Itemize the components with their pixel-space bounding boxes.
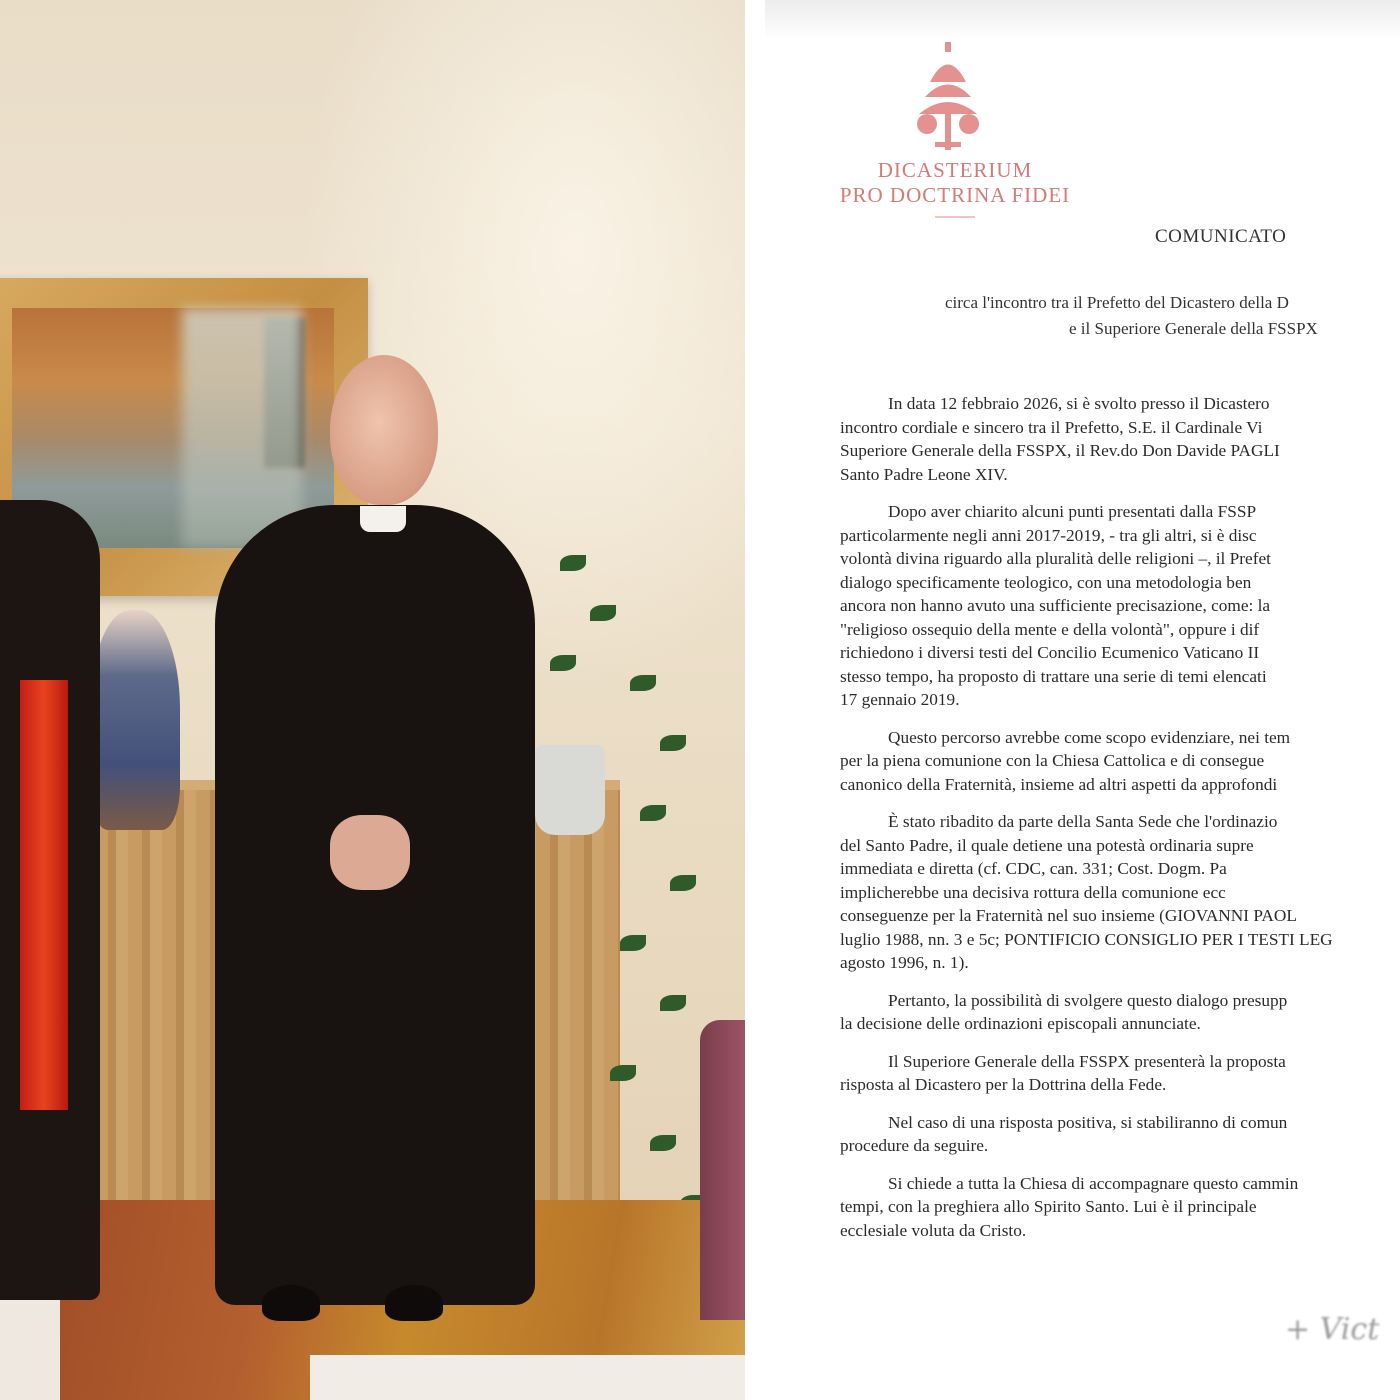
armchair <box>700 1020 745 1320</box>
text-line: tempi, con la preghiera allo Spirito Santo. Lui è il principale <box>840 1197 1257 1216</box>
text-line: per la piena comunione con la Chiesa Cattolica e di consegue <box>840 751 1265 770</box>
text-line: Pertanto, la possibilità di svolgere questo dialogo presupp <box>888 990 1288 1010</box>
paragraph <box>840 500 1400 712</box>
institution-line-2: PRO DOCTRINA FIDEI <box>839 183 1071 207</box>
text-line: Nel caso di una risposta positiva, si stabiliranno di comun <box>888 1112 1288 1132</box>
text-line: risposta al Dicastero per la Dottrina della Fede. <box>840 1075 1167 1094</box>
text-line: Il Superiore Generale della FSSPX presenterà la proposta <box>888 1051 1286 1071</box>
text-line: Superiore Generale della FSSPX, il Rev.do Don Davide PAGLI <box>840 441 1280 460</box>
paragraph <box>840 810 1400 975</box>
text-line: ecclesiale voluta da Cristo. <box>840 1220 1027 1240</box>
paragraph <box>840 1172 1400 1243</box>
text-line: "religioso ossequio della mente e della volontà", oppure i dif <box>840 619 1260 639</box>
text-line: Santo Padre Leone XIV. <box>840 464 1008 484</box>
text-line: luglio 1988, nn. 3 e 5c; PONTIFICIO CONSIGLIO PER I TESTI LEG <box>840 929 1333 949</box>
signature: + Vict <box>1285 1312 1380 1347</box>
institution-name <box>805 158 1105 218</box>
text-line: procedure da seguire. <box>840 1136 989 1155</box>
document-body <box>840 392 1400 1256</box>
paragraph <box>840 1050 1400 1097</box>
text-line: immediata e diretta (cf. CDC, can. 331; Cost. Dogm. Pa <box>840 859 1227 878</box>
text-line: particolarmente negli anni 2017-2019, - tra gli altri, si è disc <box>840 525 1257 545</box>
paragraph <box>840 1111 1400 1158</box>
text-line: agosto 1996, n. 1). <box>840 953 969 972</box>
madonna-statue <box>90 610 180 830</box>
paragraph <box>840 989 1400 1036</box>
papal-emblem-icon <box>905 42 991 152</box>
text-line: implicherebbe una decisiva rottura della comunione ecc <box>840 882 1226 902</box>
shoe-left <box>262 1285 320 1321</box>
text-line: richiedono i diversi testi del Concilio Ecumenico Vaticano II <box>840 643 1260 662</box>
paragraph <box>840 392 1400 486</box>
document-subtitle <box>945 290 1400 342</box>
text-line: 17 gennaio 2019. <box>840 690 960 709</box>
red-sash <box>20 680 68 1110</box>
text-line: È stato ribadito da parte della Santa Sede che l'ordinazio <box>888 812 1278 831</box>
text-line: stesso tempo, ha proposto di trattare una serie di temi elencati <box>840 666 1267 686</box>
institution-line-1: DICASTERIUM <box>877 158 1033 182</box>
subtitle-line-1: circa l'incontro tra il Prefetto del Dicastero della D <box>945 293 1289 312</box>
text-line: Questo percorso avrebbe come scopo evidenziare, nei tem <box>888 727 1291 747</box>
subtitle-line-2: e il Superiore Generale della FSSPX <box>1069 319 1318 338</box>
text-line: del Santo Padre, il quale detiene una potestà ordinaria supre <box>840 835 1254 855</box>
institution-rule <box>935 216 975 218</box>
text-line: la decisione delle ordinazioni episcopali annunciate. <box>840 1014 1201 1033</box>
communique-document <box>765 0 1400 1400</box>
shoe-right <box>385 1285 443 1321</box>
text-line: Dopo aver chiarito alcuni punti presentati dalla FSSP <box>888 502 1257 521</box>
rug-left <box>0 1300 60 1400</box>
trailing-plant <box>520 545 720 1285</box>
document-title: COMUNICATO <box>1155 226 1287 247</box>
clerical-collar <box>360 506 406 532</box>
text-line: In data 12 febbraio 2026, si è svolto presso il Dicastero <box>888 394 1270 413</box>
text-line: Si chiede a tutta la Chiesa di accompagnare questo cammin <box>888 1173 1299 1193</box>
priest-cassock <box>215 505 535 1305</box>
paragraph <box>840 726 1400 797</box>
clasped-hands <box>330 815 410 890</box>
text-line: incontro cordiale e sincero tra il Prefetto, S.E. il Cardinale Vi <box>840 417 1263 437</box>
text-line: canonico della Fraternità, insieme ad altri aspetti da approfondi <box>840 774 1278 794</box>
text-line: conseguenze per la Fraternità nel suo insieme (GIOVANNI PAOL <box>840 906 1297 925</box>
page-shadow <box>765 0 1400 40</box>
text-line: volontà divina riguardo alla pluralità delle religioni –, il Prefet <box>840 549 1271 568</box>
priest-head <box>330 355 438 505</box>
text-line: dialogo specificamente teologico, con una metodologia ben <box>840 572 1252 592</box>
text-line: ancora non hanno avuto una sufficiente precisazione, come: la <box>840 596 1271 615</box>
rug <box>310 1355 745 1400</box>
image-divider <box>745 0 765 1400</box>
